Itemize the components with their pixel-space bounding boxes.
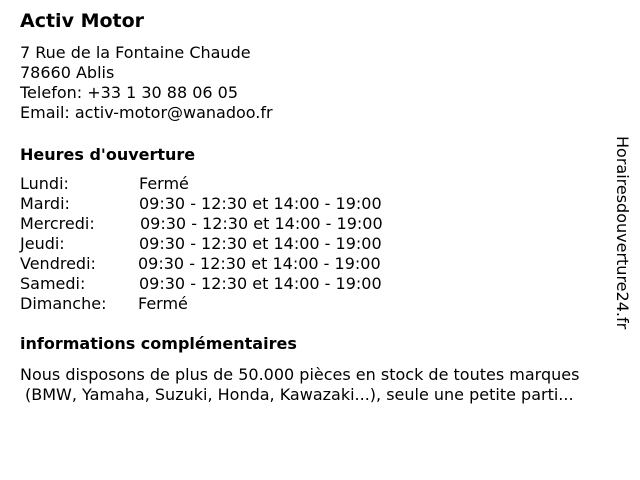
opening-hours-table [20, 174, 440, 314]
day-hours: Fermé [139, 174, 189, 193]
hours-row-tuesday [20, 194, 440, 214]
additional-info-text [20, 365, 579, 405]
additional-info-title: informations complémentaires [20, 334, 297, 353]
hours-row-saturday [20, 274, 440, 294]
day-hours: 09:30 - 12:30 et 14:00 - 19:00 [139, 274, 382, 293]
phone-number: Telefon: +33 1 30 88 06 05 [20, 83, 239, 102]
site-watermark: Horairesdouverture24.fr [613, 136, 632, 330]
business-name: Activ Motor [20, 10, 145, 32]
hours-row-thursday [20, 234, 440, 254]
opening-hours-title: Heures d'ouverture [20, 145, 196, 164]
day-hours: Fermé [138, 294, 188, 313]
day-label: Samedi: [20, 274, 86, 293]
hours-row-sunday [20, 294, 440, 314]
info-line-2: (BMW, Yamaha, Suzuki, Honda, Kawazaki...), seule une petite parti... [25, 385, 574, 404]
info-line-1: Nous disposons de plus de 50.000 pièces en stock de toutes marques [20, 365, 580, 384]
address-block [20, 43, 273, 123]
day-label: Vendredi: [20, 254, 96, 273]
day-label: Mardi: [20, 194, 70, 213]
street-address: 7 Rue de la Fontaine Chaude [20, 43, 251, 62]
hours-row-monday [20, 174, 440, 194]
hours-row-friday [20, 254, 440, 274]
hours-row-wednesday [20, 214, 440, 234]
day-label: Lundi: [20, 174, 69, 193]
city-postcode: 78660 Ablis [20, 63, 115, 82]
day-label: Dimanche: [20, 294, 107, 313]
email-address: Email: activ-motor@wanadoo.fr [20, 103, 273, 122]
day-hours: 09:30 - 12:30 et 14:00 - 19:00 [139, 194, 382, 213]
day-hours: 09:30 - 12:30 et 14:00 - 19:00 [139, 234, 382, 253]
day-label: Jeudi: [20, 234, 65, 253]
day-hours: 09:30 - 12:30 et 14:00 - 19:00 [138, 254, 381, 273]
day-label: Mercredi: [20, 214, 95, 233]
day-hours: 09:30 - 12:30 et 14:00 - 19:00 [140, 214, 383, 233]
